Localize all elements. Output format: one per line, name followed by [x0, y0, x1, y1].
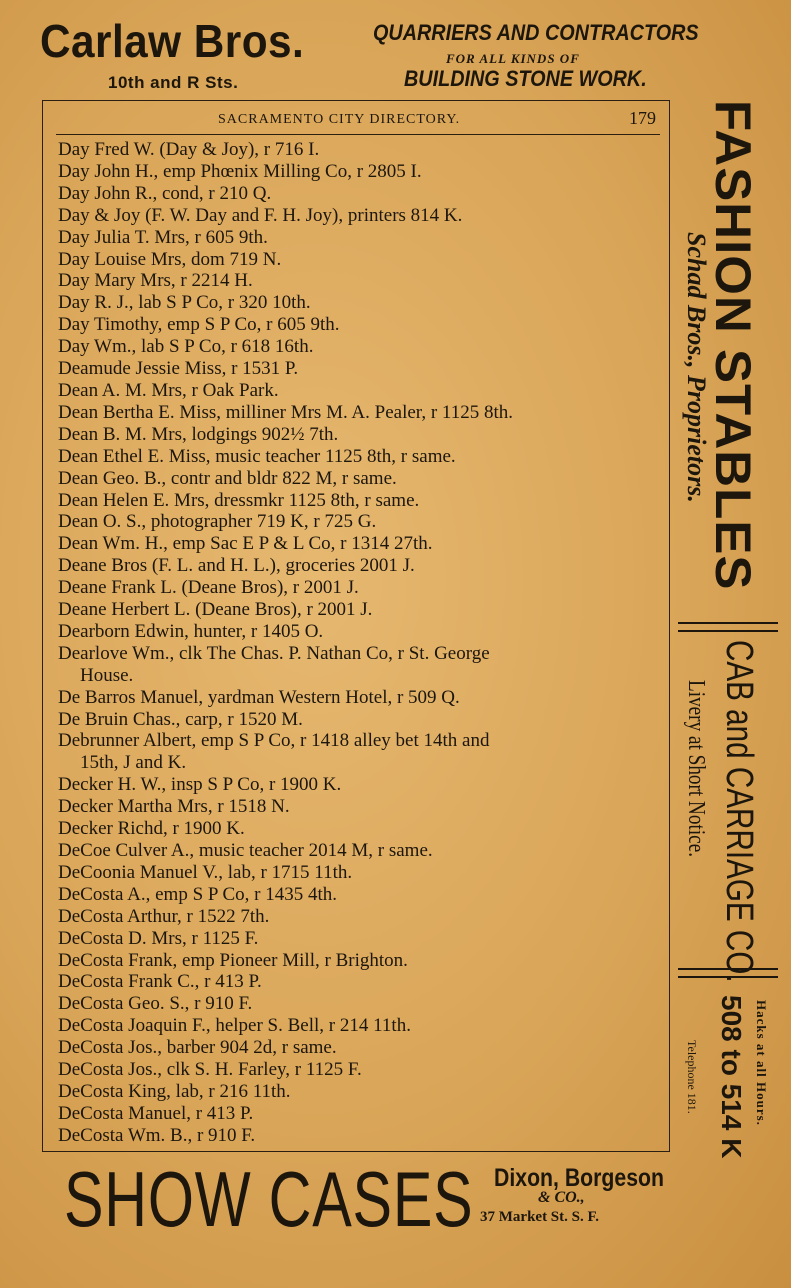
directory-entry [58, 336, 668, 358]
bottom-ad-headline: SHOW CASES [64, 1155, 474, 1243]
top-advertisement [0, 0, 791, 98]
entry-text: Day John R., cond, r 210 Q. [58, 182, 272, 204]
side-ad-divider [678, 968, 778, 978]
directory-entry [58, 183, 668, 205]
side-ad-hacks: Hacks at all Hours. [754, 1000, 769, 1126]
side-ad-telephone: Telephone 181. [685, 1040, 699, 1114]
entry-text: Decker H. W., insp S P Co, r 1900 K. [58, 774, 342, 796]
entry-text: DeCosta Frank, emp Pioneer Mill, r Brighton. [58, 949, 408, 971]
directory-entry [58, 1059, 668, 1081]
directory-entry [58, 249, 668, 271]
running-head [42, 108, 670, 136]
entry-text: DeCosta Frank C., r 413 P. [58, 971, 262, 993]
directory-entry [58, 928, 668, 950]
entry-text: Day Wm., lab S P Co, r 618 16th. [58, 336, 314, 358]
directory-entry [58, 950, 668, 972]
directory-entries [58, 139, 668, 1147]
directory-entry [58, 205, 668, 227]
directory-entry [58, 227, 668, 249]
directory-entry [58, 818, 668, 840]
entry-text: Dean Bertha E. Miss, milliner Mrs M. A. Pealer, r 1125 8th. [58, 401, 513, 423]
directory-entry [58, 161, 668, 183]
entry-text: Day & Joy (F. W. Day and F. H. Joy), printers 814 K. [58, 204, 463, 226]
entry-text: Day Timothy, emp S P Co, r 605 9th. [58, 314, 340, 336]
entry-text: Decker Martha Mrs, r 1518 N. [58, 796, 290, 818]
entry-text: Deane Herbert L. (Deane Bros), r 2001 J. [58, 599, 373, 621]
directory-entry [58, 555, 668, 577]
entry-text: DeCosta Wm. B., r 910 F. [58, 1124, 256, 1146]
directory-entry [58, 402, 668, 424]
bottom-ad-company-suffix: & CO., [538, 1189, 585, 1206]
entry-text: Dean Wm. H., emp Sac E P & L Co, r 1314 27th. [58, 533, 433, 555]
directory-entry [58, 314, 668, 336]
entry-text: DeCosta Jos., barber 904 2d, r same. [58, 1037, 337, 1059]
directory-entry [58, 577, 668, 599]
entry-text: DeCosta Geo. S., r 910 F. [58, 993, 253, 1015]
side-ad-divider [678, 622, 778, 632]
entry-text: Day Mary Mrs, r 2214 H. [58, 270, 253, 292]
side-ad-headline: FASHION STABLES [705, 100, 761, 591]
running-head-title: SACRAMENTO CITY DIRECTORY. [218, 112, 461, 127]
directory-entry [58, 643, 668, 687]
entry-text: DeCoonia Manuel V., lab, r 1715 11th. [58, 861, 353, 883]
directory-entry [58, 599, 668, 621]
entry-continuation: 15th, J and K. [80, 752, 187, 774]
entry-text: DeCoe Culver A., music teacher 2014 M, r same. [58, 840, 433, 861]
directory-entry [58, 1103, 668, 1125]
bottom-ad-address: 37 Market St. S. F. [480, 1209, 600, 1225]
entry-text: DeCosta D. Mrs, r 1125 F. [58, 927, 259, 949]
directory-entry [58, 533, 668, 555]
entry-text: Dearborn Edwin, hunter, r 1405 O. [58, 620, 324, 642]
entry-text: Day Julia T. Mrs, r 605 9th. [58, 226, 268, 248]
directory-entry [58, 993, 668, 1015]
entry-text: DeCosta King, lab, r 216 11th. [58, 1080, 291, 1102]
directory-entry [58, 1015, 668, 1037]
advertiser-address: 10th and R Sts. [108, 73, 239, 92]
entry-text: Dean Geo. B., contr and bldr 822 M, r same. [58, 467, 397, 489]
entry-text: De Bruin Chas., carp, r 1520 M. [58, 708, 303, 730]
directory-entry [58, 971, 668, 993]
page-number: 179 [629, 108, 656, 128]
entry-text: Day R. J., lab S P Co, r 320 10th. [58, 292, 311, 314]
directory-entry [58, 906, 668, 928]
entry-text: Dean B. M. Mrs, lodgings 902½ 7th. [58, 423, 339, 445]
directory-entry [58, 446, 668, 468]
entry-text: Dean Helen E. Mrs, dressmkr 1125 8th, r same. [58, 489, 420, 511]
side-ad-livery: Livery at Short Notice. [683, 680, 709, 858]
entry-text: Debrunner Albert, emp S P Co, r 1418 alley bet 14th and [58, 730, 490, 752]
entry-text: Day Fred W. (Day & Joy), r 716 I. [58, 139, 320, 160]
directory-entry [58, 292, 668, 314]
entry-text: Dean A. M. Mrs, r Oak Park. [58, 379, 279, 401]
bottom-ad-company: Dixon, Borgeson [494, 1164, 665, 1192]
advertiser-tagline-small: FOR ALL KINDS OF [446, 51, 580, 66]
entry-text: Dean O. S., photographer 719 K, r 725 G. [58, 511, 377, 533]
directory-entry [58, 840, 668, 862]
directory-entry [58, 1081, 668, 1103]
entry-text: Deane Frank L. (Deane Bros), r 2001 J. [58, 577, 359, 599]
directory-entry [58, 380, 668, 402]
directory-entry [58, 687, 668, 709]
directory-entry [58, 862, 668, 884]
directory-entry [58, 621, 668, 643]
entry-text: Dean Ethel E. Miss, music teacher 1125 8th, r same. [58, 445, 456, 467]
directory-entry [58, 424, 668, 446]
advertiser-tagline: BUILDING STONE WORK. [404, 66, 647, 91]
advertiser-tagline: QUARRIERS AND CONTRACTORS [373, 20, 699, 45]
header-divider [56, 134, 660, 135]
entry-text: Decker Richd, r 1900 K. [58, 818, 245, 840]
entry-text: DeCosta Arthur, r 1522 7th. [58, 905, 270, 927]
directory-entry [58, 139, 668, 161]
directory-entry [58, 730, 668, 774]
directory-entry [58, 270, 668, 292]
directory-entry [58, 884, 668, 906]
entry-text: DeCosta Manuel, r 413 P. [58, 1102, 254, 1124]
entry-text: De Barros Manuel, yardman Western Hotel, r 509 Q. [58, 686, 460, 708]
directory-entry [58, 1125, 668, 1147]
directory-entry [58, 468, 668, 490]
entry-text: Day John H., emp Phœnix Milling Co, r 2805 I. [58, 160, 422, 182]
directory-entry [58, 358, 668, 380]
directory-entry [58, 796, 668, 818]
advertiser-name: Carlaw Bros. [40, 15, 305, 67]
directory-entry [58, 774, 668, 796]
side-ad-address: 508 to 514 K [716, 995, 747, 1159]
directory-entry [58, 511, 668, 533]
directory-entry [58, 1037, 668, 1059]
entry-text: Deamude Jessie Miss, r 1531 P. [58, 358, 299, 380]
entry-text: Deane Bros (F. L. and H. L.), groceries 2001 J. [58, 555, 415, 577]
entry-text: DeCosta Joaquin F., helper S. Bell, r 214 11th. [58, 1015, 411, 1037]
side-ad-proprietors: Schad Bros., Proprietors. [682, 232, 711, 503]
side-ad-company: CAB and CARRIAGE CO. [718, 640, 760, 983]
entry-text: DeCosta Jos., clk S. H. Farley, r 1125 F. [58, 1059, 362, 1081]
directory-entry [58, 709, 668, 731]
directory-entry [58, 490, 668, 512]
entry-text: Dearlove Wm., clk The Chas. P. Nathan Co, r St. George [58, 642, 490, 664]
entry-text: DeCosta A., emp S P Co, r 1435 4th. [58, 883, 338, 905]
entry-continuation: House. [80, 664, 134, 686]
entry-text: Day Louise Mrs, dom 719 N. [58, 248, 282, 270]
